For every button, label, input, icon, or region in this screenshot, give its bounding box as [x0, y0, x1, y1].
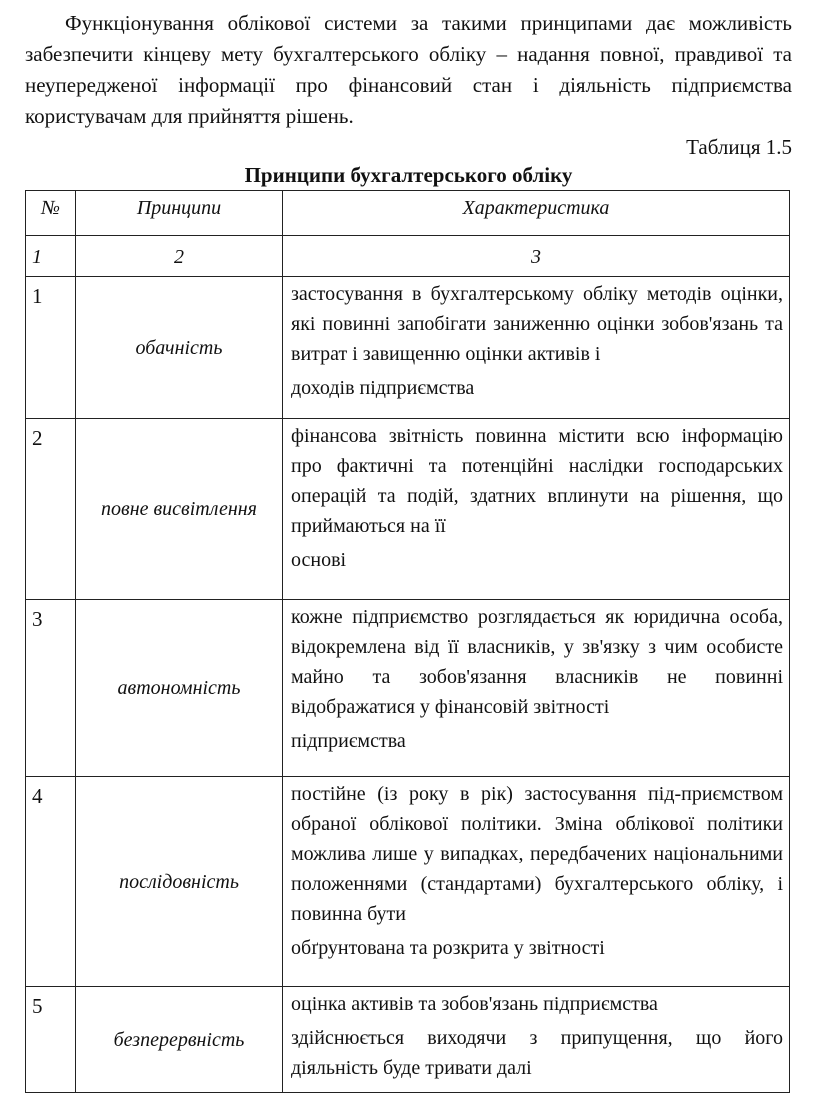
column-index-2: 2 — [174, 246, 184, 268]
row-number: 2 — [32, 426, 43, 450]
principles-table — [25, 190, 790, 1093]
description-text: постійне (із року в рік) застосування під-приємством обраної облікової політики. Зміна облікової політики можлива лише у випадках, передбачених національними положеннями (стандартами) бухгалтерського обліку, і повинна бути — [291, 783, 783, 925]
row-number: 4 — [32, 784, 43, 808]
intro-paragraph: Функціонування облікової системи за такими принципами дає можливість забезпечити кінцеву мету бухгалтерського обліку – надання повної, правдивої та неупередженої інформації про фінансовий стан і діяльність підприємства користувачам для прийняття рішень. — [25, 11, 792, 128]
principle-description — [283, 419, 789, 575]
principle-name: обачність — [135, 336, 223, 359]
column-index-3: 3 — [531, 246, 541, 268]
principle-description — [283, 600, 789, 756]
description-text: кожне підприємство розглядається як юридична особа, відокремлена від її власників, у зв'язку з чим особисте майно та зобов'язання власників не повинні відображатися у фінансовій звітності — [291, 606, 783, 718]
column-index-1: 1 — [32, 246, 42, 268]
table-row — [26, 777, 790, 987]
description-text: застосування в бухгалтерському обліку методів оцінки, які повинні запобігати заниженню оцінки зобов'язань та витрат і завищенню оцінки активів і — [291, 283, 783, 365]
table-header-row — [26, 191, 790, 236]
principle-name: послідовність — [119, 870, 239, 893]
row-number: 1 — [32, 284, 43, 308]
column-index-row — [26, 236, 790, 277]
row-number: 5 — [32, 994, 43, 1018]
header-characteristic: Характеристика — [283, 191, 790, 236]
description-tail: обґрунтована та розкрита у звітності — [291, 937, 605, 959]
description-tail: здійснюється виходячи з припущення, що його діяльність буде тривати далі — [291, 1027, 783, 1079]
table-row — [26, 600, 790, 777]
principle-name: автономність — [117, 677, 241, 699]
principle-description — [283, 777, 789, 963]
document-page — [25, 8, 792, 1093]
row-number: 3 — [32, 607, 43, 631]
header-principles: Принципи — [76, 191, 283, 236]
table-row — [26, 419, 790, 600]
table-row — [26, 987, 790, 1093]
header-number: № — [26, 191, 76, 236]
principle-name: повне висвітлення — [101, 498, 257, 520]
table-title: Принципи бухгалтерського обліку — [244, 163, 573, 187]
table-number: Таблиця 1.5 — [686, 135, 792, 159]
description-text: оцінка активів та зобов'язань підприємства — [291, 993, 658, 1015]
description-text: фінансова звітність повинна містити всю інформацію про фактичні та потенційні наслідки господарських операцій та подій, здатних вплинути на рішення, що приймаються на її — [291, 425, 783, 537]
table-row — [26, 277, 790, 419]
principle-description — [283, 277, 789, 403]
principle-name: безперервність — [113, 1028, 245, 1051]
description-tail: доходів підприємства — [291, 377, 475, 399]
description-tail: підприємства — [291, 730, 406, 752]
description-tail: основі — [291, 549, 347, 571]
principle-description — [283, 987, 789, 1083]
